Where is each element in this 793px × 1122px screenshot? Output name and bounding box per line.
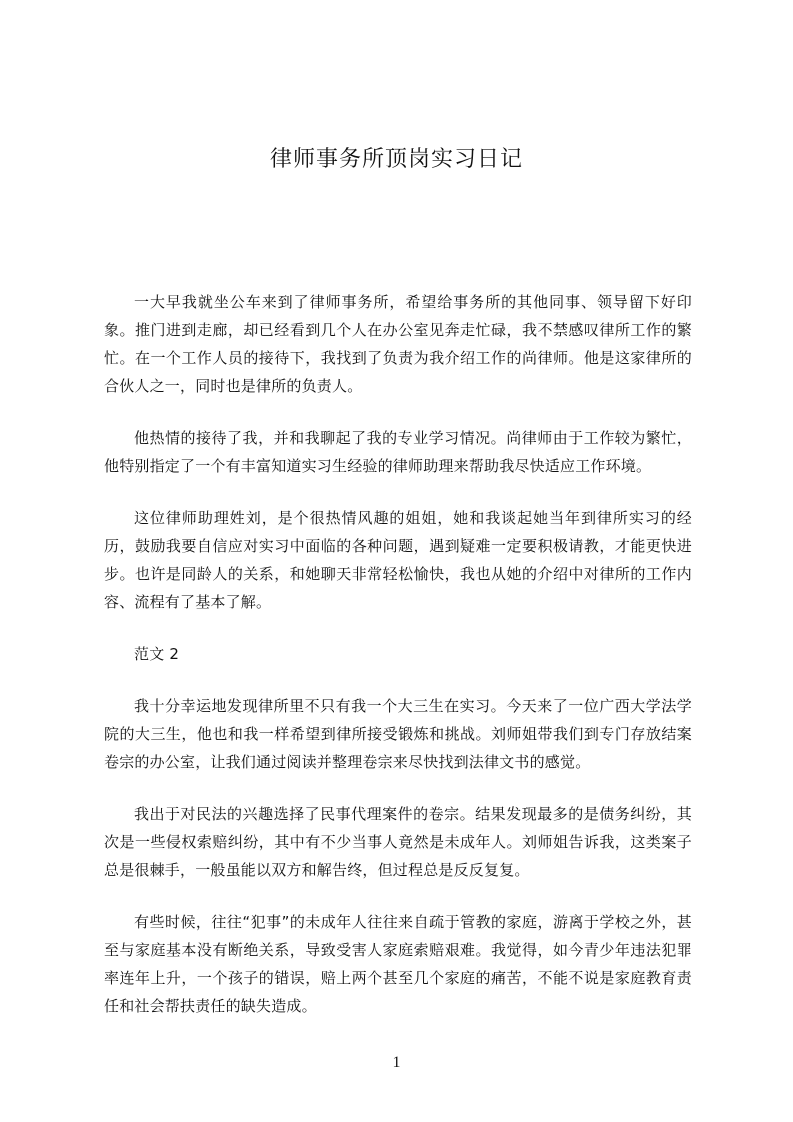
document-body: [104, 288, 692, 1044]
paragraph-arrival: 一大早我就坐公车来到了律师事务所，希望给事务所的其他同事、领导留下好印象。推门进到走廊，却已经看到几个人在办公室见奔走忙碌，我不禁感叹律所工作的繁忙。在一个工作人员的接待下，我找到了负责为我介绍工作的尚律师。他是这家律所的合伙人之一，同时也是律所的负责人。: [104, 293, 692, 395]
paragraph-minors: 有些时候，往往“犯事”的未成年人往往来自疏于管教的家庭，游离于学校之外，甚至与家庭基本没有断绝关系，导致受害人家庭索赔艰难。我觉得，如今青少年违法犯罪率连年上升，一个孩子的错误，赔上两个甚至几个家庭的痛苦，不能不说是家庭教育责任和社会帮扶责任的缺失造成。: [104, 913, 692, 1015]
paragraph-assistant: 这位律师助理姓刘，是个很热情风趣的姐姐，她和我谈起她当年到律所实习的经历，鼓励我要自信应对实习中面临的各种问题，遇到疑难一定要积极请教，才能更快进步。也许是同龄人的关系，和她聊天非常轻松愉快，我也从她的介绍中对律所的工作内容、流程有了基本了解。: [104, 509, 692, 611]
paragraph-reception: 他热情的接待了我，并和我聊起了我的专业学习情况。尚律师由于工作较为繁忙，他特别指定了一个有丰富知道实习生经验的律师助理来帮助我尽快适应工作环境。: [104, 429, 692, 475]
paragraph-civil-cases: 我出于对民法的兴趣选择了民事代理案件的卷宗。结果发现最多的是债务纠纷，其次是一些侵权索赔纠纷，其中有不少当事人竟然是未成年人。刘师姐告诉我，这类案子总是很棘手，一般虽能以双方和解告终，但过程总是反反复复。: [104, 805, 692, 879]
section-heading-sample-2: 范文 2: [134, 645, 180, 663]
page-title: 律师事务所顶岗实习日记: [269, 147, 523, 172]
page-number: 1: [392, 1054, 401, 1071]
paragraph-fellow-intern: 我十分幸运地发现律所里不只有我一个大三生在实习。今天来了一位广西大学法学院的大三生，他也和我一样希望到律所接受锻炼和挑战。刘师姐带我们到专门存放结案卷宗的办公室，让我们通过阅读并整理卷宗来尽快找到法律文书的感觉。: [104, 697, 692, 771]
